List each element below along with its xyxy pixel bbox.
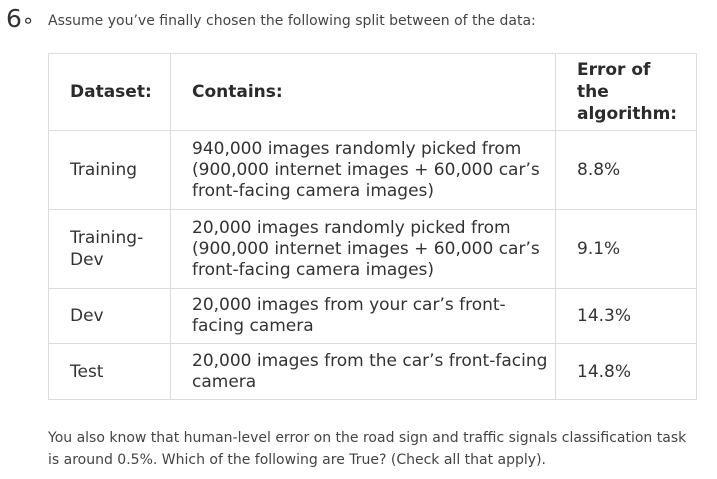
- header-error: Error of the algorithm:: [556, 54, 697, 131]
- data-split-table: [48, 53, 697, 400]
- header-dataset: Dataset:: [49, 54, 171, 131]
- header-contains: Contains:: [171, 54, 556, 131]
- table-row: [49, 289, 697, 344]
- cell-dataset: Dev: [49, 289, 171, 344]
- question-footer-text: You also know that human-level error on the road sign and traffic signals classification task is around 0.5%. Which of the following are True? (Check all that apply).: [48, 430, 687, 468]
- question-prompt: Assume you’ve finally chosen the following split between of the data:: [48, 13, 536, 29]
- cell-dataset: Training: [49, 131, 171, 210]
- cell-dataset: Test: [49, 344, 171, 400]
- question-number: [6, 4, 34, 35]
- cell-dataset: Training-Dev: [49, 210, 171, 289]
- question-number-value: 6: [6, 4, 22, 33]
- table-row: [49, 131, 697, 210]
- cell-contains: 20,000 images randomly picked from (900,000 internet images + 60,000 car’s front-facing camera images): [171, 210, 556, 289]
- table-row: [49, 344, 697, 400]
- table-header-row: [49, 54, 697, 131]
- question-number-dot: ∘: [21, 8, 35, 32]
- cell-error: 8.8%: [556, 131, 697, 210]
- cell-error: 14.3%: [556, 289, 697, 344]
- table-row: [49, 210, 697, 289]
- cell-contains: 20,000 images from your car’s front-facing camera: [171, 289, 556, 344]
- cell-error: 9.1%: [556, 210, 697, 289]
- cell-contains: 940,000 images randomly picked from (900,000 internet images + 60,000 car’s front-facing camera images): [171, 131, 556, 210]
- cell-error: 14.8%: [556, 344, 697, 400]
- cell-contains: 20,000 images from the car’s front-facing camera: [171, 344, 556, 400]
